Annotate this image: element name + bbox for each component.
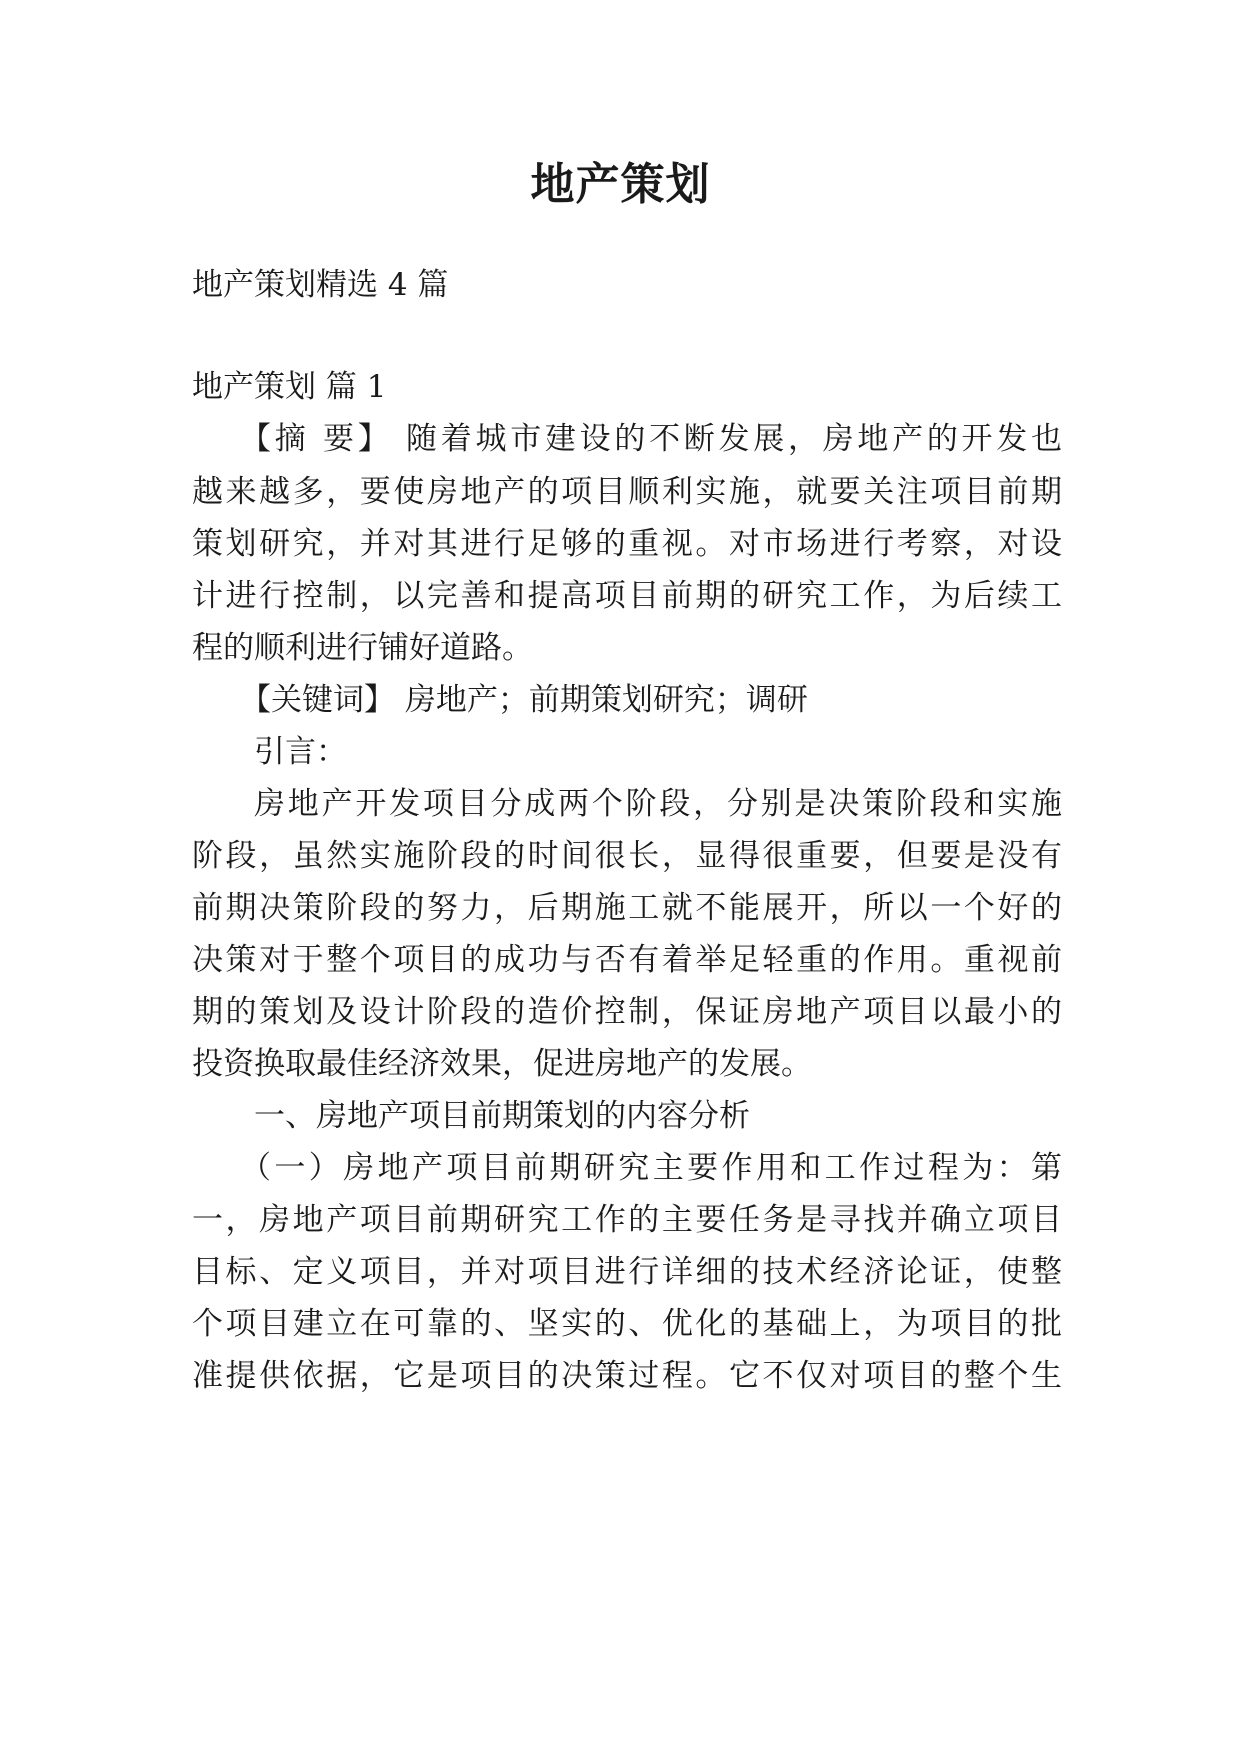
- abstract-line: 程的顺利进行铺好道路。: [192, 630, 533, 666]
- abstract-line: 越来越多，要使房地产的项目顺利实施，就要关注项目前期: [192, 474, 1062, 510]
- intro-line: 阶段，虽然实施阶段的时间很长，显得很重要，但要是没有: [192, 838, 1062, 874]
- document-title: 地产策划: [530, 159, 711, 210]
- part1-line: 个项目建立在可靠的、坚实的、优化的基础上，为项目的批: [192, 1306, 1062, 1342]
- abstract-line: 策划研究，并对其进行足够的重视。对市场进行考察，对设: [192, 526, 1062, 562]
- intro-label: 引言：: [254, 734, 347, 770]
- part1-line: 一，房地产项目前期研究工作的主要任务是寻找并确立项目: [192, 1202, 1062, 1238]
- intro-line: 房地产开发项目分成两个阶段，分别是决策阶段和实施: [254, 786, 1062, 822]
- part1-line: （一）房地产项目前期研究主要作用和工作过程为：第: [240, 1150, 1062, 1186]
- abstract-line: 计进行控制，以完善和提高项目前期的研究工作，为后续工: [192, 578, 1062, 614]
- intro-line: 前期决策阶段的努力，后期施工就不能展开，所以一个好的: [192, 890, 1062, 926]
- intro-line: 决策对于整个项目的成功与否有着举足轻重的作用。重视前: [192, 942, 1062, 978]
- document-subtitle: 地产策划精选 4 篇: [192, 267, 449, 303]
- keywords-line: 【关键词】 房地产；前期策划研究；调研: [240, 682, 808, 718]
- part1-line: 目标、定义项目，并对项目进行详细的技术经济论证，使整: [192, 1254, 1062, 1290]
- abstract-line: 【摘 要】 随着城市建设的不断发展，房地产的开发也: [240, 421, 1062, 457]
- part1-line: 准提供依据，它是项目的决策过程。它不仅对项目的整个生: [192, 1358, 1062, 1394]
- section-heading: 地产策划 篇 1: [192, 369, 387, 405]
- intro-line: 投资换取最佳经济效果，促进房地产的发展。: [192, 1046, 812, 1082]
- part1-heading: 一、房地产项目前期策划的内容分析: [254, 1098, 750, 1134]
- intro-line: 期的策划及设计阶段的造价控制，保证房地产项目以最小的: [192, 994, 1062, 1030]
